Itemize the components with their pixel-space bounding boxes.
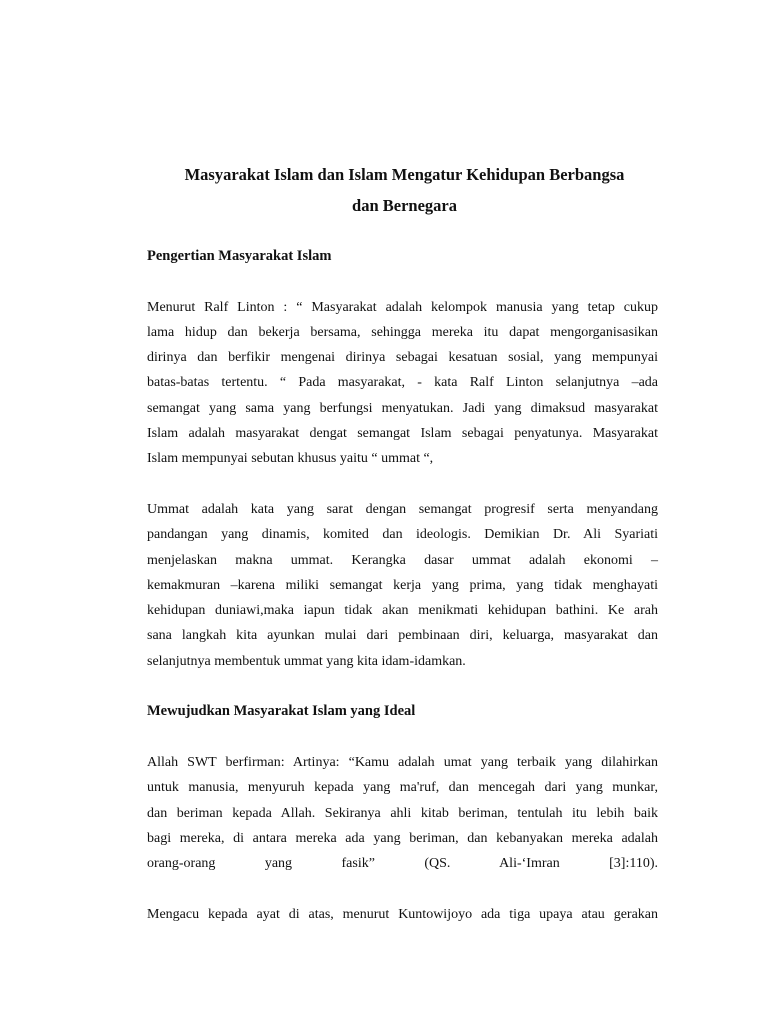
text-line: lama hidup dan bekerja bersama, sehingga mereka itu dapat mengorganisasikan xyxy=(147,324,658,340)
text-line: kehidupan duniawi,maka iapun tidak akan menikmati kehidupan bathini. Ke arah xyxy=(147,603,658,619)
text-line: Menurut Ralf Linton : “ Masyarakat adalah kelompok manusia yang tetap cukup xyxy=(147,299,658,315)
text-line: bagi mereka, di antara mereka ada yang beriman, dan kebanyakan mereka adalah xyxy=(147,830,658,846)
text-line: dan beriman kepada Allah. Sekiranya ahli kitab beriman, tentulah itu lebih baik xyxy=(147,805,658,821)
text-line: selanjutnya membentuk ummat yang kita idam-idamkan. xyxy=(147,653,466,669)
text-line: Islam mempunyai sebutan khusus yaitu “ ummat “, xyxy=(147,451,434,467)
text-line: orang-orang yang fasik” (QS. Ali-‘Imran [3]:110). xyxy=(147,856,658,872)
text-line: pandangan yang dinamis, komited dan ideologis. Demikian Dr. Ali Syariati xyxy=(147,527,658,543)
title-line-2: dan Bernegara xyxy=(352,196,457,215)
paragraph-kuntowijoyo xyxy=(147,902,658,927)
section-heading-mewujudkan: Mewujudkan Masyarakat Islam yang Ideal xyxy=(147,703,416,720)
text-line: untuk manusia, menyuruh kepada yang ma'ruf, dan mencegah dari yang munkar, xyxy=(147,780,658,796)
paragraph-ummat xyxy=(147,497,658,674)
text-line: semangat yang sama yang berfungsi menyatukan. Jadi yang dimaksud masyarakat xyxy=(147,400,658,416)
section-heading-pengertian: Pengertian Masyarakat Islam xyxy=(147,248,332,264)
title-line-1: Masyarakat Islam dan Islam Mengatur Kehidupan Berbangsa xyxy=(184,165,625,184)
text-line: batas-batas tertentu. “ Pada masyarakat, - kata Ralf Linton selanjutnya –ada xyxy=(147,375,658,391)
text-line: Mengacu kepada ayat di atas, menurut Kuntowijoyo ada tiga upaya atau gerakan xyxy=(147,906,658,922)
paragraph-firman-allah xyxy=(147,750,658,876)
text-line: Allah SWT berfirman: Artinya: “Kamu adalah umat yang terbaik yang dilahirkan xyxy=(147,754,658,770)
text-line: Islam adalah masyarakat dengat semangat Islam sebagai penyatunya. Masyarakat xyxy=(147,426,658,442)
paragraph-ralf-linton xyxy=(147,295,658,472)
document-title xyxy=(147,0,658,221)
text-line: Ummat adalah kata yang sarat dengan semangat progresif serta menyandang xyxy=(147,501,658,517)
text-line: menjelaskan makna ummat. Kerangka dasar ummat adalah ekonomi – xyxy=(147,552,658,568)
text-line: sana langkah kita ayunkan mulai dari pembinaan diri, keluarga, masyarakat dan xyxy=(147,628,658,644)
text-line: kemakmuran –karena miliki semangat kerja yang prima, yang tidak menghayati xyxy=(147,577,658,593)
text-line: dirinya dan berfikir mengenai dirinya sebagai kesatuan sosial, yang mempunyai xyxy=(147,350,658,366)
